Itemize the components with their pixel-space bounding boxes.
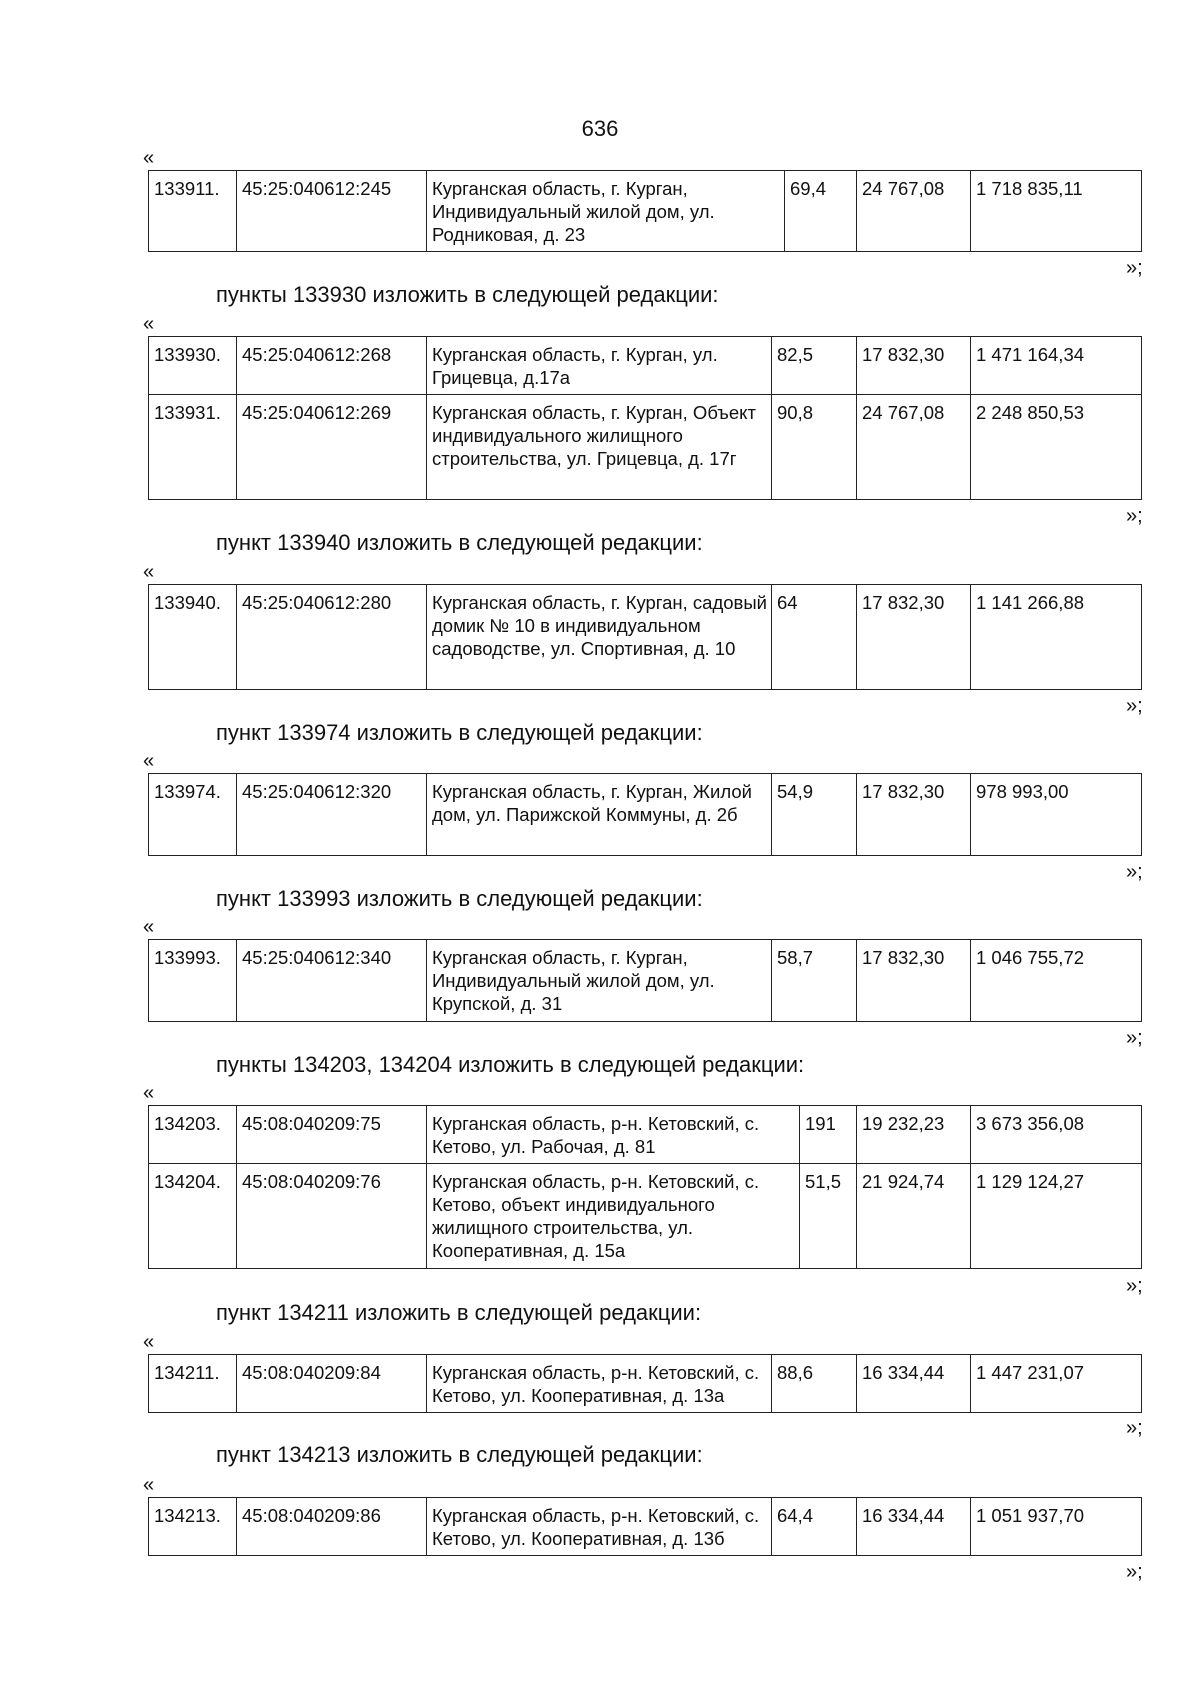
cadastral-value: 978 993,00 — [971, 774, 1142, 856]
address: Курганская область, р-н. Кетовский, с. Кетово, ул. Рабочая, д. 81 — [427, 1106, 800, 1164]
specific-value: 16 334,44 — [857, 1355, 971, 1413]
cadastral-number: 45:08:040209:86 — [237, 1498, 427, 1556]
cadastral-number: 45:08:040209:75 — [237, 1106, 427, 1164]
quote-close: »; — [1126, 1275, 1143, 1297]
table-row — [149, 774, 1142, 856]
area: 90,8 — [772, 395, 857, 500]
instruction-text: пункт 133993 изложить в следующей редакции: — [216, 886, 703, 911]
page-number: 636 — [581, 116, 619, 141]
area: 191 — [800, 1106, 857, 1164]
quote-open: « — [143, 147, 155, 169]
table-row — [149, 1164, 1142, 1269]
table-row — [149, 337, 1142, 395]
specific-value: 24 767,08 — [857, 171, 971, 252]
row-number: 133974. — [149, 774, 237, 856]
quote-open: « — [143, 916, 155, 938]
instruction-text: пункт 133974 изложить в следующей редакции: — [216, 720, 703, 745]
instruction-text: пункт 133940 изложить в следующей редакции: — [216, 530, 703, 555]
row-number: 133993. — [149, 940, 237, 1022]
property-table — [148, 1354, 1142, 1413]
quote-close: »; — [1126, 1027, 1143, 1049]
address: Курганская область, г. Курган, Жилой дом, ул. Парижской Коммуны, д. 2б — [427, 774, 772, 856]
row-number: 133940. — [149, 585, 237, 690]
area: 82,5 — [772, 337, 857, 395]
row-number: 134211. — [149, 1355, 237, 1413]
instruction-text: пункт 134211 изложить в следующей редакции: — [216, 1300, 702, 1325]
quote-open: « — [143, 1474, 155, 1496]
cadastral-value: 1 141 266,88 — [971, 585, 1142, 690]
property-table — [148, 1497, 1142, 1556]
address: Курганская область, г. Курган, ул. Грицевца, д.17а — [427, 337, 772, 395]
area: 58,7 — [772, 940, 857, 1022]
quote-open: « — [143, 561, 155, 583]
specific-value: 17 832,30 — [857, 774, 971, 856]
quote-open: « — [143, 750, 155, 772]
instruction-text: пункт 134213 изложить в следующей редакции: — [216, 1442, 703, 1467]
address: Курганская область, г. Курган, Объект индивидуального жилищного строительства, ул. Грицевца, д. 17г — [427, 395, 772, 500]
cadastral-value: 1 051 937,70 — [971, 1498, 1142, 1556]
table-row — [149, 1355, 1142, 1413]
table-row — [149, 585, 1142, 690]
specific-value: 19 232,23 — [857, 1106, 971, 1164]
cadastral-value: 1 471 164,34 — [971, 337, 1142, 395]
specific-value: 17 832,30 — [857, 337, 971, 395]
property-table — [148, 1105, 1142, 1269]
cadastral-value: 2 248 850,53 — [971, 395, 1142, 500]
quote-close: »; — [1126, 1417, 1143, 1439]
cadastral-value: 1 718 835,11 — [971, 171, 1142, 252]
cadastral-number: 45:08:040209:76 — [237, 1164, 427, 1269]
cadastral-number: 45:25:040612:268 — [237, 337, 427, 395]
quote-open: « — [143, 1082, 155, 1104]
row-number: 134203. — [149, 1106, 237, 1164]
specific-value: 16 334,44 — [857, 1498, 971, 1556]
property-table — [148, 336, 1142, 500]
address: Курганская область, г. Курган, садовый домик № 10 в индивидуальном садоводстве, ул. Спортивная, д. 10 — [427, 585, 772, 690]
table-row — [149, 1106, 1142, 1164]
row-number: 133930. — [149, 337, 237, 395]
row-number: 134213. — [149, 1498, 237, 1556]
quote-open: « — [143, 1331, 155, 1353]
quote-close: »; — [1126, 505, 1143, 527]
cadastral-value: 1 129 124,27 — [971, 1164, 1142, 1269]
table-row — [149, 940, 1142, 1022]
cadastral-number: 45:25:040612:280 — [237, 585, 427, 690]
area: 51,5 — [800, 1164, 857, 1269]
instruction-text: пункты 134203, 134204 изложить в следующей редакции: — [216, 1052, 805, 1077]
area: 64,4 — [772, 1498, 857, 1556]
property-table — [148, 939, 1142, 1022]
cadastral-number: 45:08:040209:84 — [237, 1355, 427, 1413]
table-row — [149, 1498, 1142, 1556]
address: Курганская область, р-н. Кетовский, с. Кетово, ул. Кооперативная, д. 13а — [427, 1355, 772, 1413]
quote-close: »; — [1126, 695, 1143, 717]
quote-close: »; — [1126, 257, 1143, 279]
row-number: 134204. — [149, 1164, 237, 1269]
address: Курганская область, р-н. Кетовский, с. Кетово, объект индивидуального жилищного строительства, ул. Кооперативная, д. 15а — [427, 1164, 800, 1269]
cadastral-value: 3 673 356,08 — [971, 1106, 1142, 1164]
table-row — [149, 395, 1142, 500]
address: Курганская область, г. Курган, Индивидуальный жилой дом, ул. Крупской, д. 31 — [427, 940, 772, 1022]
specific-value: 24 767,08 — [857, 395, 971, 500]
area: 88,6 — [772, 1355, 857, 1413]
cadastral-number: 45:25:040612:320 — [237, 774, 427, 856]
quote-close: »; — [1126, 861, 1143, 883]
specific-value: 21 924,74 — [857, 1164, 971, 1269]
address: Курганская область, р-н. Кетовский, с. Кетово, ул. Кооперативная, д. 13б — [427, 1498, 772, 1556]
row-number: 133911. — [149, 171, 237, 252]
table-row — [149, 171, 1142, 252]
specific-value: 17 832,30 — [857, 940, 971, 1022]
area: 54,9 — [772, 774, 857, 856]
row-number: 133931. — [149, 395, 237, 500]
area: 64 — [772, 585, 857, 690]
area: 69,4 — [785, 171, 857, 252]
specific-value: 17 832,30 — [857, 585, 971, 690]
cadastral-number: 45:25:040612:340 — [237, 940, 427, 1022]
quote-open: « — [143, 313, 155, 335]
cadastral-number: 45:25:040612:269 — [237, 395, 427, 500]
cadastral-value: 1 447 231,07 — [971, 1355, 1142, 1413]
cadastral-value: 1 046 755,72 — [971, 940, 1142, 1022]
instruction-text: пункты 133930 изложить в следующей редакции: — [216, 282, 719, 307]
address: Курганская область, г. Курган, Индивидуальный жилой дом, ул. Родниковая, д. 23 — [427, 171, 785, 252]
cadastral-number: 45:25:040612:245 — [237, 171, 427, 252]
quote-close: »; — [1126, 1561, 1143, 1583]
property-table — [148, 773, 1142, 856]
property-table — [148, 584, 1142, 690]
property-table — [148, 170, 1142, 252]
